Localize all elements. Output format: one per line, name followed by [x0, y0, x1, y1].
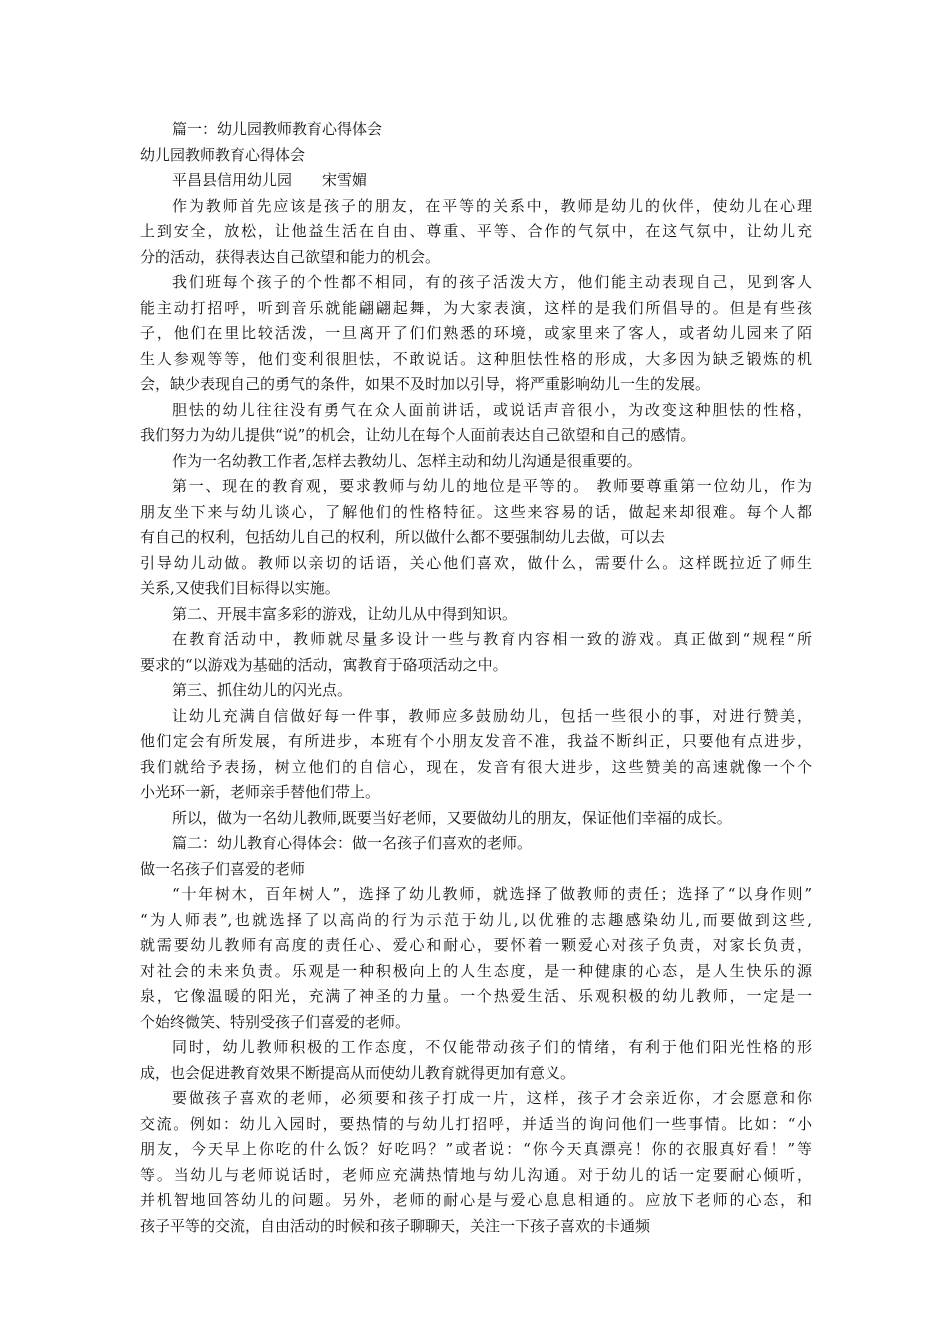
text-line: 第三、抓住幼儿的闪光点。	[172, 681, 353, 699]
text-line: 同时，幼儿教师积极的工作态度，不仅能带动孩子们的情绪，有利于他们阳光性格的形	[172, 1038, 812, 1056]
text-line: 小光环一新，老师亲手替他们带上。	[140, 783, 381, 801]
text-line: 让幼儿充满自信做好每一件事，教师应多鼓励幼儿，包括一些很小的事，对进行赞美，	[172, 706, 812, 725]
text-line: 上到安全，放松，让他益生活在自由、尊重、平等、合作的气氛中，在这气氛中，让幼儿充	[140, 222, 812, 240]
text-line: 我们班每个孩子的个性都不相同，有的孩子活泼大方，他们能主动表现自己，见到客人	[172, 273, 812, 291]
text-line: 要做孩子喜欢的老师，必须要和孩子打成一片，这样，孩子才会亲近你，才会愿意和你	[172, 1089, 812, 1107]
text-line: 有自己的权利，包括幼儿自己的权利，所以做什么都不要强制幼儿去做，可以去	[140, 528, 666, 546]
text-line: 生人参观等等，他们变利很胆怯，不敢说话。这种胆怯性格的形成，大多因为缺乏锻炼的机	[140, 349, 812, 368]
text-line: 子，他们在里比较活泼，一旦离开了们们熟悉的环境，或家里来了客人，或者幼儿园来了陌	[140, 324, 812, 342]
text-line: 泉，它像温暖的阳光，充满了神圣的力量。一个热爱生活、乐观积极的幼儿教师，一定是一	[140, 987, 812, 1005]
text-line: 要求的“以游戏为基础的活动，寓教育于硌项活动之中。	[140, 655, 508, 674]
text-line: 作为教师首先应该是孩子的朋友，在平等的关系中，教师是幼儿的伙伴，使幼儿在心理	[172, 196, 812, 215]
text-line: “十年树木，百年树人”，选择了幼儿教师，就选择了做教师的责任；选择了“以身作则”	[172, 885, 812, 903]
text-line: 关系,又使我们目标得以实施。	[140, 579, 340, 597]
text-line: 我们努力为幼儿提供“说”的机会，让幼儿在每个人面前表达自己欲望和自己的感情。	[140, 426, 696, 444]
text-line: 会，缺少表现自己的勇气的条件，如果不及时加以引导，将严重影响幼儿一生的发展。	[140, 375, 711, 393]
text-line: 朋友坐下来与幼儿谈心，了解他们的性格特征。这些来容易的话，做起来却很难。每个人都	[140, 502, 812, 521]
text-line: 平昌县信用幼儿园 宋雪媚	[172, 171, 368, 189]
text-line: 第一、现在的教育观，要求教师与幼儿的地位是平等的。 教师要尊重第一位幼儿，作为	[172, 477, 812, 495]
text-line: 他们定会有所发展，有所进步，本班有个小朋友发音不准，我益不断纠正，只要他有点进步，	[140, 732, 812, 750]
text-line: 成，也会促进教育效果不断提高从而使幼儿教育就得更加有意义。	[140, 1063, 576, 1082]
document-page	[140, 117, 812, 1239]
text-line: 等。当幼儿与老师说话时，老师应充满热情地与幼儿沟通。对于幼儿的话一定要耐心倾听，	[140, 1165, 812, 1184]
text-line: 朋友，今天早上你吃的什么饭？好吃吗？”或者说：“你今天真漂亮！你的衣服真好看！”等	[140, 1140, 812, 1158]
text-line: 个始终微笑、特别受孩子们喜爱的老师。	[140, 1012, 411, 1031]
text-line: 作为一名幼教工作者,怎样去教幼儿、怎样主动和幼儿沟通是很重要的。	[172, 451, 642, 470]
text-line: 在教育活动中，教师就尽量多设计一些与教育内容相一致的游戏。真正做到“规程“所	[172, 630, 812, 648]
text-line: 交流。例如：幼儿入园时，要热情的与幼儿打招呼，并适当的询问他们一些事情。比如：“小	[140, 1114, 812, 1133]
text-line: 就需要幼儿教师有高度的责任心、爱心和耐心，要怀着一颗爱心对孩子负责，对家长负责，	[140, 936, 812, 954]
text-line: 第二、开展丰富多彩的游戏，让幼儿从中得到知识。	[172, 604, 518, 623]
text-line: “为人师表”,也就选择了以高尚的行为示范于幼儿,以优雅的志趣感染幼儿,而要做到这些,	[140, 910, 812, 929]
text-line: 并机智地回答幼儿的问题。另外，老师的耐心是与爱心息息相通的。应放下老师的心态，和	[140, 1191, 812, 1209]
text-line: 孩子平等的交流，自由活动的时候和孩子聊聊天，关注一下孩子喜欢的卡通频	[140, 1216, 651, 1235]
text-line: 分的活动，获得表达自己欲望和能力的机会。	[140, 247, 441, 266]
text-line: 幼儿园教师教育心得体会	[140, 145, 306, 164]
text-line: 篇一：幼儿园教师教育心得体会	[172, 120, 383, 138]
text-line: 胆怯的幼儿往往没有勇气在众人面前讲话，或说话声音很小，为改变这种胆怯的性格，	[172, 400, 812, 419]
text-line: 所以，做为一名幼儿教师,既要当好老师，又要做幼儿的朋友，保证他们幸福的成长。	[172, 808, 732, 827]
text-line: 能主动打招呼，听到音乐就能翩翩起舞，为大家表演，这样的是我们所倡导的。但是有些孩	[140, 298, 812, 317]
text-line: 我们就给予表扬，树立他们的自信心，现在，发音有很大进步，这些赞美的高速就像一个个	[140, 757, 812, 776]
text-line: 引导幼儿动做。教师以亲切的话语，关心他们喜欢，做什么，需要什么。这样既拉近了师生	[140, 553, 812, 572]
text-line: 做一名孩子们喜爱的老师	[140, 859, 306, 878]
text-line: 篇二：幼儿教育心得体会：做一名孩子们喜欢的老师。	[172, 834, 533, 852]
text-line: 对社会的未来负责。乐观是一种积极向上的人生态度，是一种健康的心态，是人生快乐的源	[140, 961, 812, 980]
